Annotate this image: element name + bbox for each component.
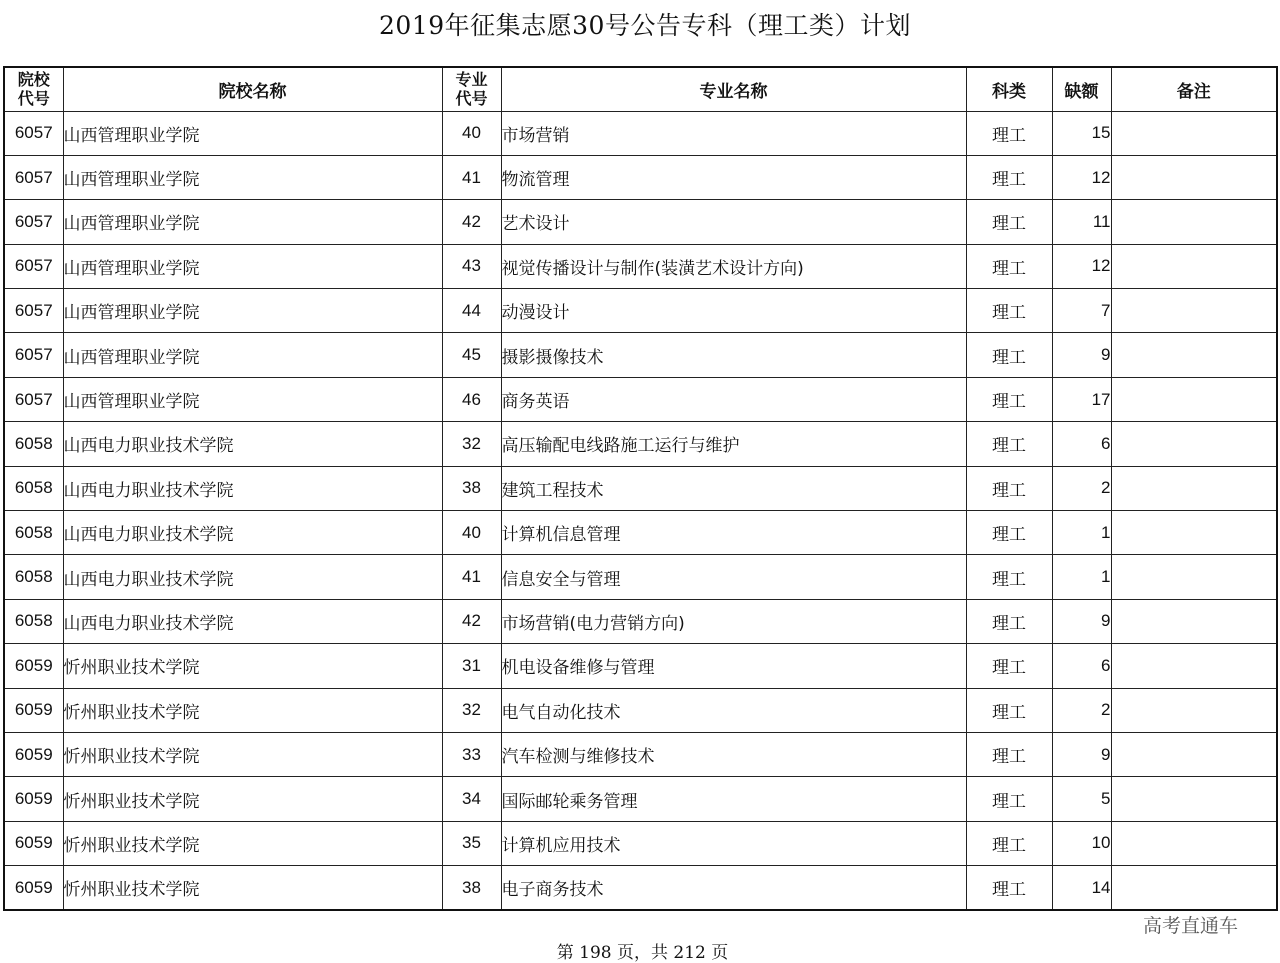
cell-school-name: 山西管理职业学院	[63, 333, 442, 377]
cell-major-code: 38	[442, 466, 501, 510]
header-school-code: 院校 代号	[4, 67, 63, 111]
cell-quota: 9	[1052, 599, 1111, 643]
cell-school-code: 6058	[4, 466, 63, 510]
plan-table	[3, 66, 1278, 911]
table-row	[4, 688, 1277, 732]
table-row	[4, 244, 1277, 288]
cell-quota: 9	[1052, 732, 1111, 776]
cell-school-name: 山西管理职业学院	[63, 111, 442, 155]
watermark: 高考直通车	[1143, 915, 1239, 937]
table-row	[4, 732, 1277, 776]
cell-major-name: 高压输配电线路施工运行与维护	[501, 422, 966, 466]
cell-school-code: 6057	[4, 200, 63, 244]
cell-school-name: 忻州职业技术学院	[63, 688, 442, 732]
table-row	[4, 777, 1277, 821]
cell-quota: 17	[1052, 377, 1111, 421]
cell-major-name: 摄影摄像技术	[501, 333, 966, 377]
table-row	[4, 111, 1277, 155]
cell-school-name: 山西电力职业技术学院	[63, 555, 442, 599]
cell-note	[1111, 555, 1277, 599]
table-row	[4, 200, 1277, 244]
cell-note	[1111, 644, 1277, 688]
cell-category: 理工	[966, 777, 1052, 821]
cell-major-name: 动漫设计	[501, 289, 966, 333]
cell-school-code: 6058	[4, 422, 63, 466]
table-body	[4, 111, 1277, 910]
cell-major-code: 43	[442, 244, 501, 288]
cell-school-name: 山西管理职业学院	[63, 155, 442, 199]
cell-major-name: 国际邮轮乘务管理	[501, 777, 966, 821]
cell-major-name: 视觉传播设计与制作(装潢艺术设计方向)	[501, 244, 966, 288]
cell-note	[1111, 289, 1277, 333]
cell-major-name: 电气自动化技术	[501, 688, 966, 732]
cell-category: 理工	[966, 466, 1052, 510]
cell-major-code: 44	[442, 289, 501, 333]
table-row	[4, 821, 1277, 865]
cell-school-name: 山西电力职业技术学院	[63, 422, 442, 466]
cell-major-code: 31	[442, 644, 501, 688]
cell-category: 理工	[966, 644, 1052, 688]
cell-category: 理工	[966, 511, 1052, 555]
cell-quota: 6	[1052, 644, 1111, 688]
cell-major-code: 35	[442, 821, 501, 865]
cell-major-code: 42	[442, 599, 501, 643]
cell-school-code: 6059	[4, 777, 63, 821]
cell-quota: 7	[1052, 289, 1111, 333]
cell-category: 理工	[966, 422, 1052, 466]
cell-major-name: 商务英语	[501, 377, 966, 421]
table-row	[4, 377, 1277, 421]
cell-category: 理工	[966, 155, 1052, 199]
cell-note	[1111, 821, 1277, 865]
cell-school-name: 忻州职业技术学院	[63, 644, 442, 688]
cell-school-code: 6058	[4, 599, 63, 643]
cell-quota: 1	[1052, 511, 1111, 555]
cell-major-name: 计算机信息管理	[501, 511, 966, 555]
cell-category: 理工	[966, 732, 1052, 776]
cell-note	[1111, 422, 1277, 466]
cell-school-name: 山西管理职业学院	[63, 244, 442, 288]
table-row	[4, 466, 1277, 510]
page-title: 2019年征集志愿30号公告专科（理工类）计划	[379, 11, 911, 40]
cell-major-code: 38	[442, 866, 501, 910]
cell-major-name: 信息安全与管理	[501, 555, 966, 599]
cell-school-code: 6059	[4, 866, 63, 910]
cell-note	[1111, 466, 1277, 510]
cell-major-code: 46	[442, 377, 501, 421]
header-note: 备注	[1111, 67, 1277, 111]
header-quota: 缺额	[1052, 67, 1111, 111]
cell-major-code: 40	[442, 511, 501, 555]
cell-category: 理工	[966, 377, 1052, 421]
cell-school-name: 山西管理职业学院	[63, 200, 442, 244]
cell-quota: 9	[1052, 333, 1111, 377]
cell-school-code: 6057	[4, 155, 63, 199]
table-row	[4, 155, 1277, 199]
cell-category: 理工	[966, 599, 1052, 643]
cell-school-name: 山西管理职业学院	[63, 289, 442, 333]
cell-major-code: 40	[442, 111, 501, 155]
cell-major-code: 41	[442, 155, 501, 199]
cell-school-name: 忻州职业技术学院	[63, 732, 442, 776]
cell-major-name: 建筑工程技术	[501, 466, 966, 510]
cell-school-code: 6058	[4, 511, 63, 555]
cell-major-name: 物流管理	[501, 155, 966, 199]
cell-note	[1111, 866, 1277, 910]
cell-major-name: 市场营销	[501, 111, 966, 155]
cell-school-code: 6057	[4, 111, 63, 155]
cell-category: 理工	[966, 821, 1052, 865]
cell-category: 理工	[966, 866, 1052, 910]
cell-category: 理工	[966, 333, 1052, 377]
cell-quota: 12	[1052, 155, 1111, 199]
cell-school-code: 6059	[4, 688, 63, 732]
header-school-name: 院校名称	[63, 67, 442, 111]
cell-school-code: 6059	[4, 644, 63, 688]
cell-quota: 2	[1052, 466, 1111, 510]
cell-quota: 14	[1052, 866, 1111, 910]
cell-major-code: 32	[442, 688, 501, 732]
header-category: 科类	[966, 67, 1052, 111]
cell-school-code: 6059	[4, 821, 63, 865]
cell-school-name: 山西电力职业技术学院	[63, 466, 442, 510]
table-row	[4, 511, 1277, 555]
cell-school-name: 忻州职业技术学院	[63, 866, 442, 910]
cell-note	[1111, 732, 1277, 776]
cell-note	[1111, 777, 1277, 821]
cell-major-name: 电子商务技术	[501, 866, 966, 910]
cell-note	[1111, 599, 1277, 643]
cell-major-name: 机电设备维修与管理	[501, 644, 966, 688]
cell-school-name: 山西电力职业技术学院	[63, 511, 442, 555]
cell-school-name: 忻州职业技术学院	[63, 777, 442, 821]
cell-category: 理工	[966, 555, 1052, 599]
cell-category: 理工	[966, 289, 1052, 333]
cell-school-name: 山西电力职业技术学院	[63, 599, 442, 643]
cell-note	[1111, 333, 1277, 377]
cell-note	[1111, 377, 1277, 421]
cell-quota: 6	[1052, 422, 1111, 466]
cell-quota: 11	[1052, 200, 1111, 244]
cell-category: 理工	[966, 111, 1052, 155]
table-row	[4, 422, 1277, 466]
cell-category: 理工	[966, 688, 1052, 732]
cell-major-code: 34	[442, 777, 501, 821]
page-footer: 第 198 页，共 212 页	[556, 943, 729, 963]
cell-quota: 15	[1052, 111, 1111, 155]
cell-category: 理工	[966, 244, 1052, 288]
cell-major-name: 计算机应用技术	[501, 821, 966, 865]
cell-school-code: 6057	[4, 377, 63, 421]
cell-note	[1111, 155, 1277, 199]
cell-school-name: 忻州职业技术学院	[63, 821, 442, 865]
cell-major-name: 艺术设计	[501, 200, 966, 244]
cell-school-code: 6058	[4, 555, 63, 599]
cell-major-code: 41	[442, 555, 501, 599]
cell-major-code: 33	[442, 732, 501, 776]
table-row	[4, 289, 1277, 333]
cell-quota: 5	[1052, 777, 1111, 821]
cell-school-code: 6057	[4, 289, 63, 333]
cell-quota: 2	[1052, 688, 1111, 732]
header-major-name: 专业名称	[501, 67, 966, 111]
table-row	[4, 333, 1277, 377]
table-row	[4, 599, 1277, 643]
cell-school-name: 山西管理职业学院	[63, 377, 442, 421]
cell-major-name: 汽车检测与维修技术	[501, 732, 966, 776]
cell-major-code: 32	[442, 422, 501, 466]
table-row	[4, 644, 1277, 688]
cell-note	[1111, 200, 1277, 244]
cell-major-code: 42	[442, 200, 501, 244]
cell-category: 理工	[966, 200, 1052, 244]
table-row	[4, 866, 1277, 910]
cell-note	[1111, 111, 1277, 155]
cell-quota: 10	[1052, 821, 1111, 865]
cell-school-code: 6059	[4, 732, 63, 776]
header-major-code: 专业 代号	[442, 67, 501, 111]
cell-school-code: 6057	[4, 244, 63, 288]
table-header-row	[4, 67, 1277, 111]
cell-major-code: 45	[442, 333, 501, 377]
cell-quota: 12	[1052, 244, 1111, 288]
cell-school-code: 6057	[4, 333, 63, 377]
cell-note	[1111, 688, 1277, 732]
cell-quota: 1	[1052, 555, 1111, 599]
table-row	[4, 555, 1277, 599]
cell-note	[1111, 244, 1277, 288]
cell-note	[1111, 511, 1277, 555]
cell-major-name: 市场营销(电力营销方向)	[501, 599, 966, 643]
